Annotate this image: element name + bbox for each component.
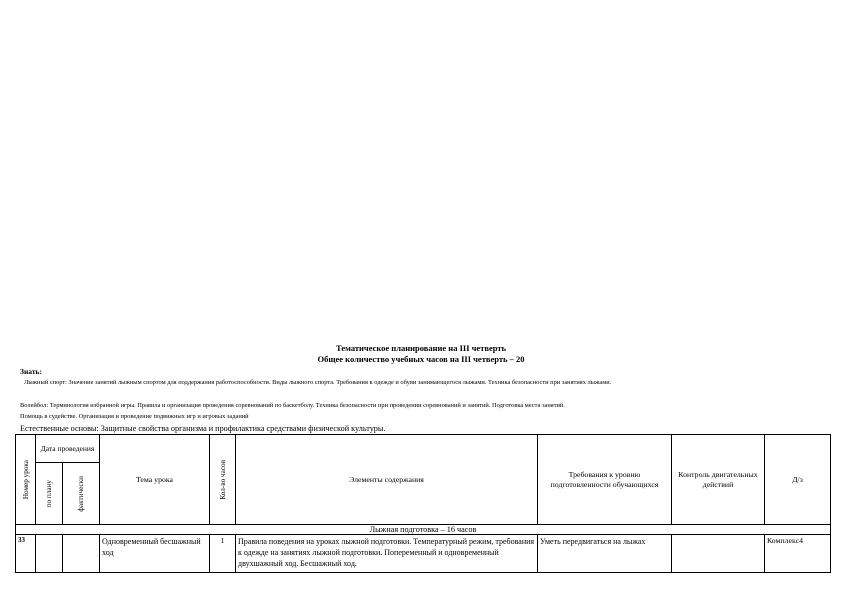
header-lesson-number: Номер урока (16, 435, 36, 525)
ski-sport-paragraph: Лыжный спорт: Значение занятий лыжным спортом для поддержания работоспособности. Виды лыжного спорта. Требования к одежде и обуви занимающегося лыжами. Техника безопасности при занятиях лыжами. (24, 379, 612, 386)
row-control (672, 535, 765, 573)
row-date-plan (36, 535, 63, 573)
header-elements: Элементы содержания (236, 435, 538, 525)
row-number: 33 (16, 535, 36, 573)
volleyball-paragraph: Волейбол: Терминология избранной игры. Правила и организация проведения соревнований по баскетболу. Техника безопасности при проведении соревнований и занятий. Подготовка места занятий. (20, 402, 565, 409)
thematic-plan-table (15, 434, 831, 573)
refereeing-paragraph: Помощь в судействе. Организация и проведение подвижных игр и игровых заданий (20, 413, 249, 420)
row-hours: 1 (210, 535, 236, 573)
header-homework: Д/з (765, 435, 831, 525)
row-elements: Правила поведения на уроках лыжной подготовки. Температурный режим, требования к одежде на занятиях лыжной подготовки. Попеременный и одновременный двухшажный ход. Бесшажный ход. (236, 535, 538, 573)
page-title: Тематическое планирование на III четверть (335, 343, 507, 353)
header-actual: фактически (63, 463, 100, 525)
header-control: Контроль двигательных действий (672, 435, 765, 525)
row-homework: Комплекс4 (765, 535, 831, 573)
natural-basics-paragraph: Естественные основы: Защитные свойства организма и профилактика средствами физической культуры. (20, 424, 386, 433)
header-hours: Кол-во часов (210, 435, 236, 525)
row-topic: Одновременный бесшажный ход (100, 535, 210, 573)
row-requirements: Уметь передвигаться на лыжах (538, 535, 672, 573)
table-row (16, 535, 831, 573)
header-date: Дата проведения (36, 435, 100, 463)
know-label: Знать: (20, 367, 42, 376)
header-by-plan: по плану (36, 463, 63, 525)
header-topic: Тема урока (100, 435, 210, 525)
header-requirements: Требования к уровню подготовленности обучающихся (538, 435, 672, 525)
row-date-actual (63, 535, 100, 573)
section-title: Лыжная подготовка – 16 часов (16, 525, 831, 535)
page-subtitle: Общее количество учебных часов на III четверть – 20 (317, 354, 525, 364)
